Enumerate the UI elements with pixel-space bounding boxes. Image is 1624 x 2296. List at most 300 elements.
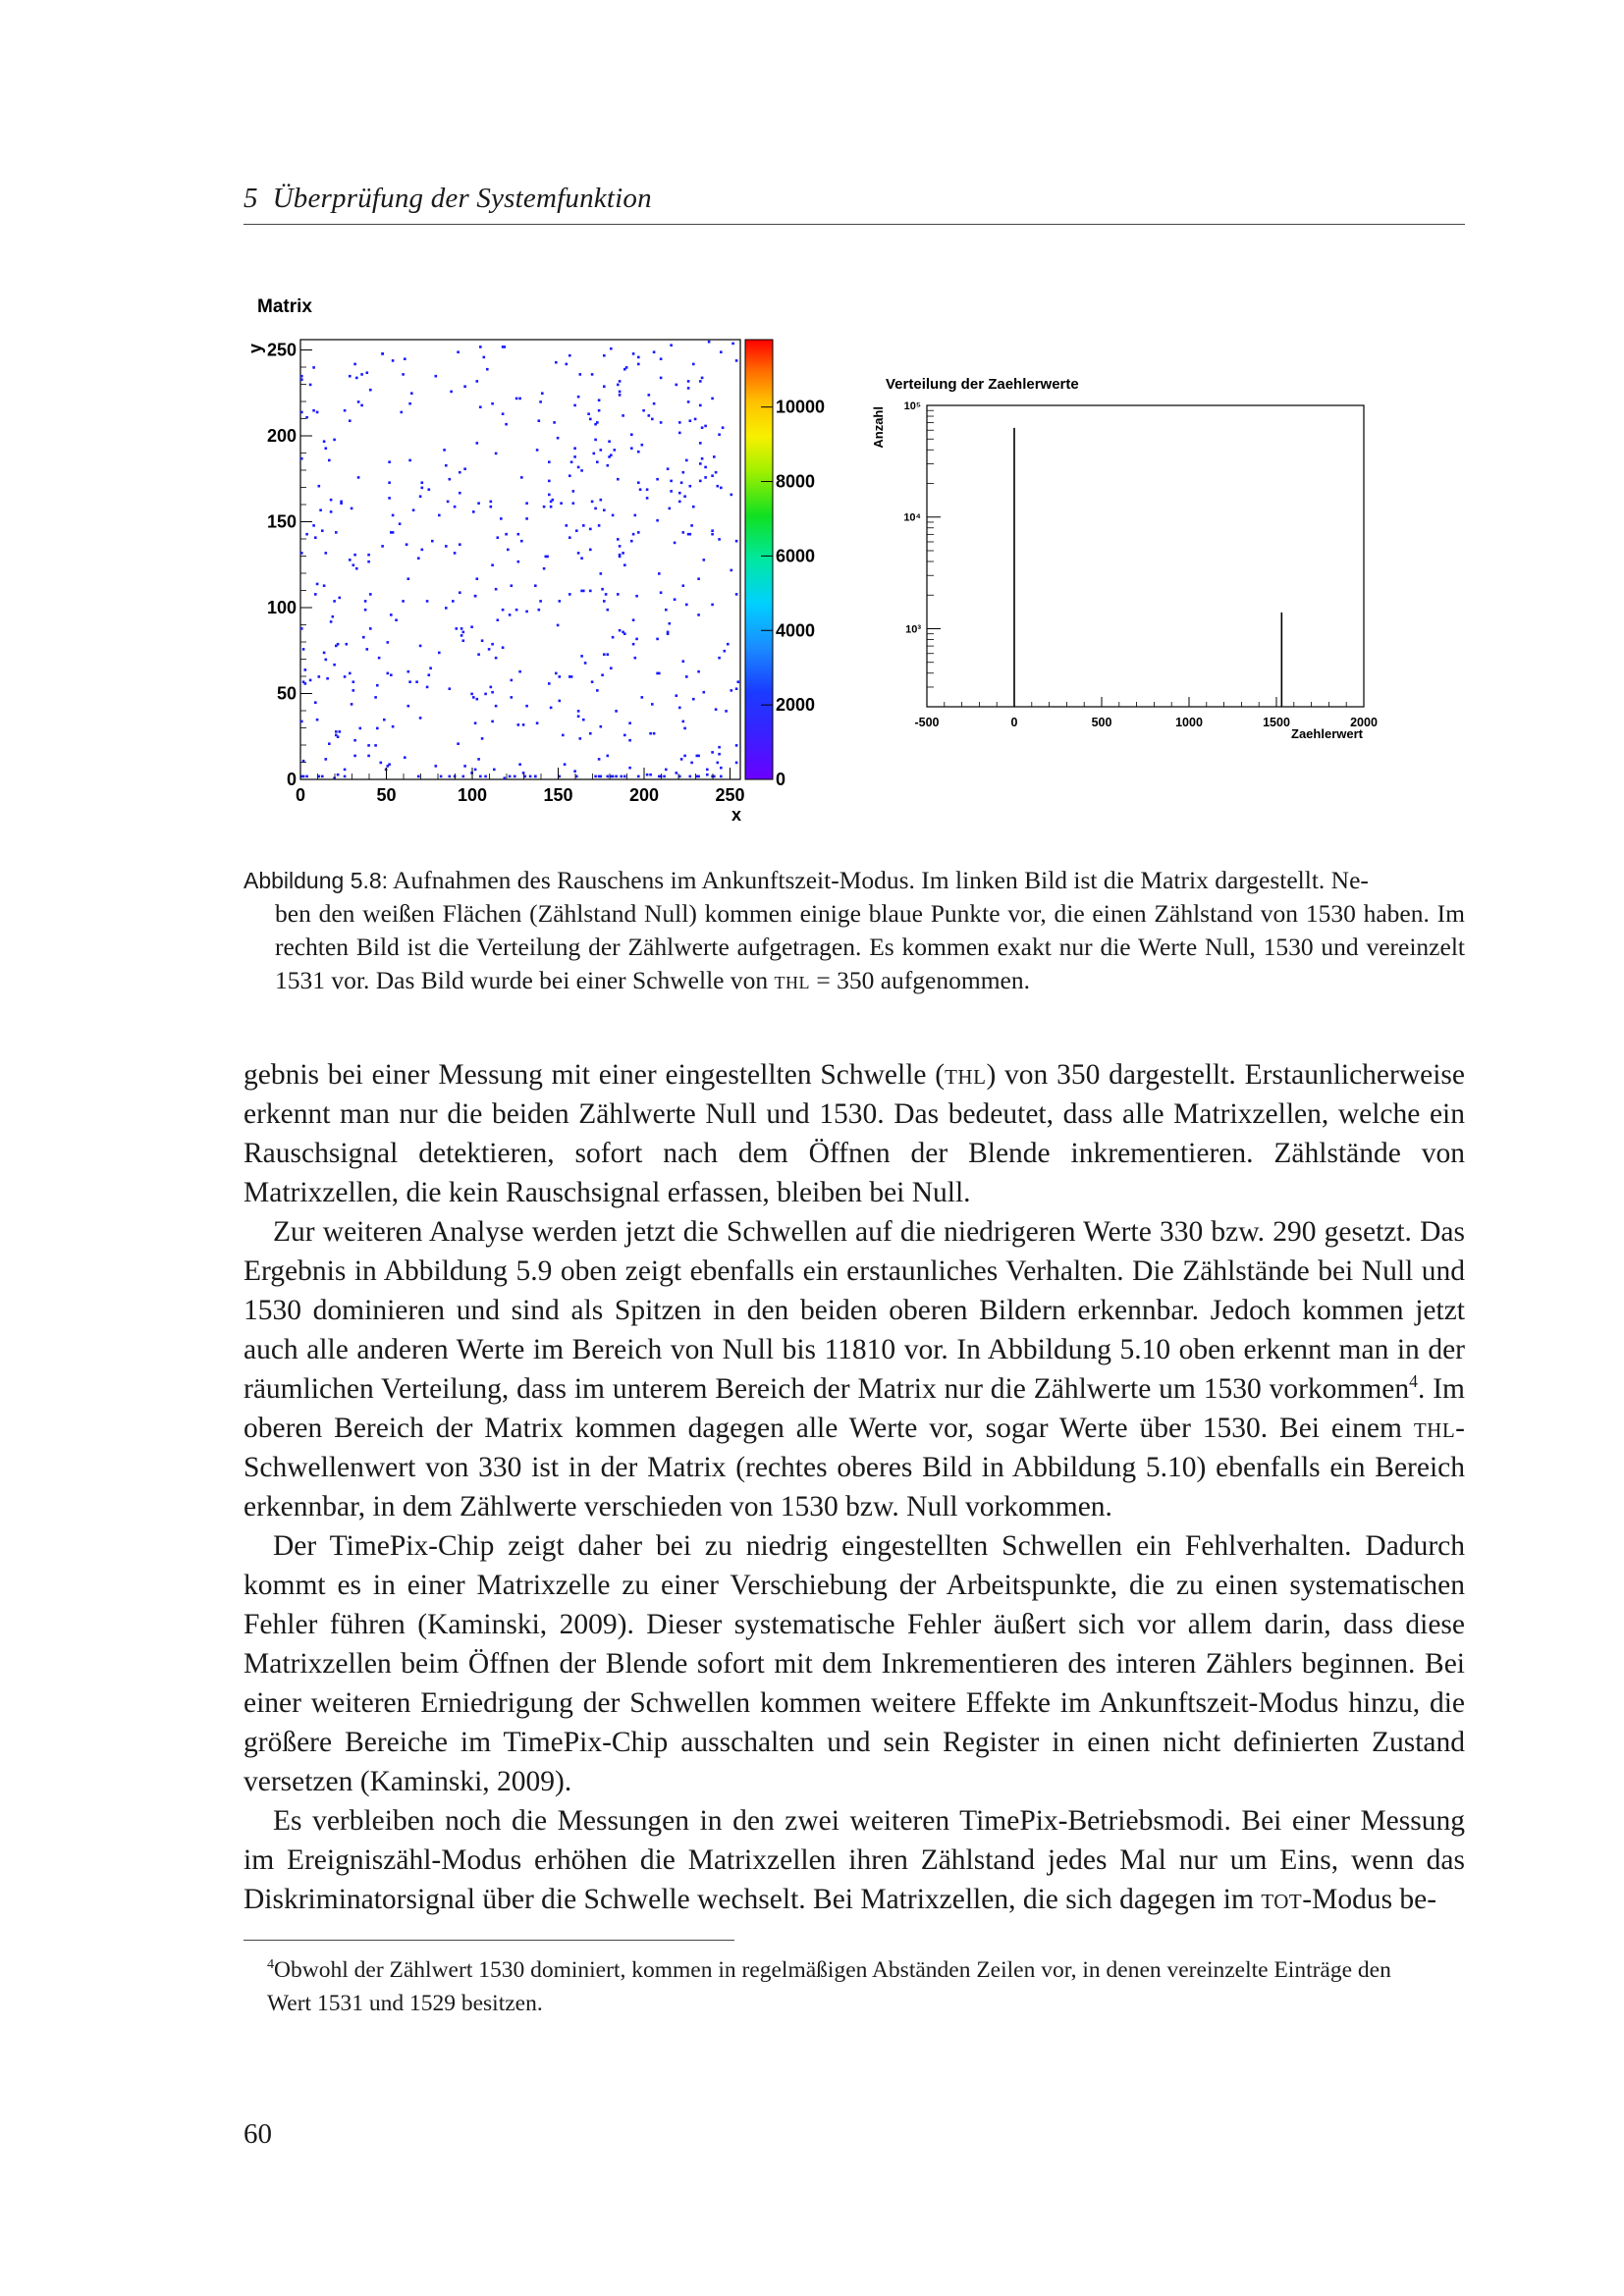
matrix-pixel <box>470 625 473 628</box>
matrix-pixel <box>367 554 370 557</box>
footnote-ref-4[interactable]: 4 <box>1409 1371 1418 1392</box>
matrix-pixel <box>635 638 638 641</box>
matrix-pixel <box>404 756 406 759</box>
hist-y-tick-label: 10³ <box>905 623 921 636</box>
matrix-pixel <box>680 481 683 484</box>
matrix-pixel <box>387 672 390 675</box>
matrix-pixel <box>511 696 514 699</box>
matrix-pixel <box>687 533 690 536</box>
matrix-pixel <box>300 411 303 414</box>
matrix-pixel <box>619 380 622 383</box>
matrix-pixel <box>628 767 631 770</box>
matrix-pixel <box>366 371 369 374</box>
matrix-pixel <box>497 536 500 539</box>
matrix-pixel <box>401 411 404 414</box>
colorbar-tick-label: 10000 <box>776 397 826 417</box>
matrix-pixel <box>658 775 661 778</box>
matrix-pixel <box>731 569 733 572</box>
matrix-pixel <box>534 775 537 778</box>
matrix-pixel <box>658 572 661 575</box>
matrix-pixel <box>500 517 503 520</box>
matrix-pixel <box>572 502 575 505</box>
matrix-frame <box>300 340 740 779</box>
matrix-pixel <box>330 620 333 623</box>
matrix-pixel <box>399 522 402 525</box>
matrix-pixel <box>525 705 528 708</box>
hist-y-tick-label: 10⁴ <box>903 511 921 524</box>
matrix-pixel <box>577 552 580 555</box>
matrix-pixel <box>438 652 441 655</box>
matrix-pixel <box>479 346 482 348</box>
matrix-pixel <box>660 357 663 360</box>
matrix-pixel <box>491 691 494 694</box>
matrix-pixel <box>449 478 452 481</box>
matrix-pixel <box>619 629 622 632</box>
matrix-pixel <box>641 696 644 699</box>
matrix-pixel <box>529 775 532 778</box>
matrix-pixel <box>711 533 714 536</box>
matrix-pixel <box>316 719 319 721</box>
matrix-pixel <box>731 494 733 497</box>
matrix-pixel <box>462 775 465 778</box>
matrix-pixel <box>663 775 666 778</box>
matrix-pixel <box>612 514 615 517</box>
matrix-pixel <box>570 675 573 678</box>
matrix-pixel <box>598 775 601 778</box>
matrix-pixel <box>300 375 303 378</box>
matrix-pixel <box>476 577 479 580</box>
matrix-pixel <box>608 440 611 443</box>
matrix-pixel <box>622 552 624 555</box>
matrix-pixel <box>573 404 576 407</box>
matrix-pixel <box>735 744 738 747</box>
matrix-pixel <box>321 775 324 778</box>
matrix-pixel <box>612 636 615 639</box>
matrix-pixel <box>678 421 681 424</box>
matrix-pixel <box>735 593 738 596</box>
matrix-pixel <box>630 433 633 436</box>
matrix-pixel <box>674 598 677 601</box>
matrix-pixel <box>623 734 626 737</box>
matrix-pixel <box>481 737 484 740</box>
matrix-pixel <box>591 501 594 504</box>
matrix-pixel <box>546 556 549 559</box>
matrix-pixel <box>388 481 391 484</box>
caption-label: Abbildung 5.8: <box>244 868 389 893</box>
matrix-pixel <box>603 385 606 388</box>
matrix-pixel <box>404 357 406 360</box>
matrix-pixel <box>724 650 727 653</box>
matrix-pixel <box>676 384 678 387</box>
matrix-pixel <box>476 698 479 701</box>
matrix-pixel <box>575 529 578 532</box>
matrix-pixel <box>369 389 372 392</box>
matrix-pixel <box>388 497 391 500</box>
matrix-pixel <box>369 593 372 596</box>
matrix-pixel <box>593 453 596 455</box>
matrix-pixel <box>330 510 333 513</box>
matrix-pixel <box>697 614 700 616</box>
matrix-pixel <box>491 721 494 723</box>
matrix-pixel <box>325 758 328 761</box>
matrix-pixel <box>504 776 507 779</box>
matrix-pixel <box>484 775 487 778</box>
matrix-pixel <box>619 391 622 394</box>
matrix-pixel <box>701 457 704 460</box>
matrix-pixel <box>454 552 457 555</box>
footnote-4 <box>244 1953 1465 2020</box>
matrix-pixel <box>713 455 716 458</box>
matrix-pixel <box>559 600 562 603</box>
matrix-pixel <box>653 732 656 735</box>
matrix-pixel <box>573 447 576 450</box>
matrix-pixel <box>703 559 706 561</box>
matrix-pixel <box>687 380 690 383</box>
matrix-pixel <box>392 359 395 362</box>
matrix-pixel <box>351 703 353 706</box>
matrix-xlabel: x <box>731 805 742 825</box>
matrix-pixel <box>634 657 637 660</box>
matrix-pixel <box>483 356 486 359</box>
matrix-pixel <box>703 691 706 694</box>
footnote-rule <box>244 1940 734 1941</box>
matrix-pixel <box>502 609 505 612</box>
matrix-pixel <box>517 533 520 536</box>
hist-x-tick-label: 0 <box>1010 716 1018 729</box>
matrix-pixel <box>360 373 363 376</box>
matrix-pixel <box>704 466 707 469</box>
matrix-pixel <box>408 680 411 683</box>
matrix-pixel <box>447 501 450 504</box>
matrix-pixel <box>435 765 438 768</box>
caption-thl: thl <box>774 966 810 994</box>
matrix-pixel <box>699 380 702 383</box>
matrix-pixel <box>621 775 623 778</box>
matrix-pixel <box>607 464 610 467</box>
matrix-pixel <box>591 373 594 376</box>
histogram-plot <box>871 400 1378 741</box>
matrix-pixel <box>580 557 583 560</box>
matrix-pixel <box>346 643 349 646</box>
hist-frame <box>927 405 1364 707</box>
matrix-pixel <box>511 679 514 682</box>
matrix-pixel <box>632 533 635 536</box>
matrix-pixel <box>682 471 685 474</box>
matrix-pixel <box>300 457 303 460</box>
p4-text-a: Es verbleiben noch die Messungen in den zwei weiteren TimePix-Betriebsmodi. Bei einer Messung im Ereigniszähl-Modus erhöhen die Matrixzellen ihren Zählstand jedes Mal nur um Eins, wenn das Diskriminatorsignal über die Schwelle wechselt. Bei Matrixzellen, die sich dagegen im <box>244 1805 1465 1915</box>
matrix-pixel <box>637 775 640 778</box>
matrix-pixel <box>632 643 635 646</box>
matrix-pixel <box>316 583 319 586</box>
matrix-pixel <box>594 775 597 778</box>
matrix-pixel <box>589 549 592 552</box>
colorbar-tick-label: 0 <box>776 770 786 789</box>
matrix-pixel <box>711 604 714 607</box>
matrix-pixel <box>610 667 613 669</box>
matrix-pixel <box>594 423 597 426</box>
caption-text-1: Aufnahmen des Rauschens im Ankunftszeit-Modus. Im linken Bild ist die Matrix dargestellt. Ne- <box>388 866 1369 894</box>
matrix-pixel <box>600 572 603 575</box>
matrix-pixel <box>431 540 434 543</box>
hist-xlabel: Zaehlerwert <box>1291 726 1363 741</box>
matrix-pixel <box>589 528 592 531</box>
matrix-pixel <box>718 753 721 756</box>
matrix-pixel <box>596 689 599 692</box>
matrix-pixel <box>323 584 326 587</box>
matrix-pixel <box>428 488 431 491</box>
matrix-pixel <box>374 744 377 747</box>
matrix-pixel <box>326 677 329 680</box>
matrix-pixel <box>617 478 620 481</box>
matrix-pixel <box>300 627 303 630</box>
matrix-pixel <box>694 418 697 421</box>
matrix-pixel <box>438 514 441 517</box>
matrix-pixel <box>462 639 465 642</box>
matrix-pixel <box>509 775 512 778</box>
matrix-pixel <box>525 517 528 520</box>
matrix-pixel <box>649 732 652 735</box>
matrix-pixel <box>369 627 372 630</box>
matrix-pixel <box>692 363 695 366</box>
p2-text-c: -Schwellenwert von 330 ist in der Matrix (rechtes oberes Bild in Abbildung 5.10) ebenfalls ein Bereich erkennbar, in dem Zählwerte verschieden von 1530 bzw. Null vorkommen. <box>244 1413 1465 1522</box>
p1-text-b: ) von 350 dargestellt. Erstaunlicherweise erkennt man nur die beiden Zählwerte Null und 1530. Das bedeutet, dass alle Matrixzellen, welche ein Rauschsignal detektieren, sofort nach dem Öffnen der Blende inkrementieren. Zählstände von Matrixzellen, die kein Rauschsignal erfassen, bleiben bei Null. <box>244 1059 1466 1208</box>
matrix-pixel <box>687 400 690 403</box>
matrix-pixel <box>610 347 613 350</box>
matrix-pixel <box>459 543 461 546</box>
matrix-pixel <box>690 524 693 527</box>
matrix-pixel <box>366 648 369 651</box>
matrix-pixel <box>419 717 422 720</box>
matrix-pixel <box>656 519 659 522</box>
p2-text-a: Zur weiteren Analyse werden jetzt die Schwellen auf die niedrigeren Werte 330 bzw. 290 gesetzt. Das Ergebnis in Abbildung 5.9 oben zeigt ebenfalls ein erstaunliches Verhalten. Die Zählstände bei Null und 1530 dominieren und sind als Spitzen in den beiden oberen Bildern erkennbar. Jedoch kommen jetzt auch alle anderen Werte im Bereich von Null bis 11810 vor. In Abbildung 5.10 oben erkennt man in der räumlichen Verteilung, dass im unterem Bereich der Matrix nur die Zählwerte um 1530 vorkommen <box>244 1216 1465 1405</box>
matrix-pixel <box>607 775 610 778</box>
matrix-pixel <box>603 354 606 357</box>
matrix-pixel <box>665 609 668 612</box>
matrix-pixel <box>648 394 651 397</box>
matrix-pixel <box>682 660 685 663</box>
matrix-pixel <box>323 652 326 655</box>
matrix-pixel <box>497 618 500 621</box>
matrix-pixel <box>731 343 734 346</box>
matrix-pixel <box>600 725 603 728</box>
matrix-y-tick-label: 150 <box>266 511 297 532</box>
matrix-pixel <box>300 552 303 555</box>
matrix-pixel <box>337 735 340 738</box>
matrix-pixel <box>417 557 420 560</box>
matrix-pixel <box>344 675 347 678</box>
matrix-pixel <box>388 460 391 463</box>
matrix-pixel <box>325 447 328 450</box>
matrix-pixel <box>330 499 333 502</box>
colorbar-tick-label: 8000 <box>776 471 816 492</box>
matrix-y-tick-label: 100 <box>266 598 297 617</box>
matrix-pixel <box>550 506 553 508</box>
matrix-pixel <box>615 710 618 713</box>
matrix-pixel <box>678 501 681 504</box>
matrix-pixel <box>699 462 702 465</box>
matrix-pixel <box>634 514 637 517</box>
matrix-pixel <box>472 696 475 699</box>
matrix-pixel <box>720 350 723 353</box>
matrix-pixel <box>639 488 642 491</box>
matrix-pixel <box>328 459 331 462</box>
matrix-pixel <box>349 375 352 378</box>
p4-tot: tot <box>1261 1884 1303 1915</box>
matrix-x-tick-label: 150 <box>543 785 573 805</box>
matrix-pixel <box>665 769 668 772</box>
matrix-pixel <box>570 460 573 463</box>
matrix-pixel <box>600 499 603 502</box>
matrix-pixel <box>344 775 347 778</box>
matrix-pixel <box>678 707 681 710</box>
matrix-pixel <box>632 618 635 621</box>
matrix-pixel <box>305 533 308 536</box>
matrix-pixel <box>648 414 651 417</box>
matrix-pixel <box>454 506 457 508</box>
matrix-pixel <box>548 682 551 685</box>
footnote-text-2: Wert 1531 und 1529 besitzen. <box>267 1991 543 2016</box>
matrix-pixel <box>596 460 599 463</box>
matrix-pixel <box>353 363 356 366</box>
matrix-pixel <box>589 590 592 593</box>
matrix-pixel <box>603 653 606 656</box>
matrix-pixel <box>300 378 303 381</box>
matrix-pixel <box>720 487 723 490</box>
matrix-pixel <box>699 404 702 407</box>
matrix-x-tick-label: 0 <box>295 785 306 805</box>
matrix-pixel <box>550 501 553 504</box>
matrix-pixel <box>656 638 659 641</box>
matrix-pixel <box>711 474 714 477</box>
matrix-pixel <box>474 769 477 772</box>
matrix-pixel <box>607 755 610 758</box>
matrix-pixel <box>312 524 315 527</box>
matrix-pixel <box>649 774 652 776</box>
matrix-pixel <box>406 543 408 546</box>
matrix-pixel <box>520 476 523 479</box>
matrix-pixel <box>720 775 723 778</box>
matrix-pixel <box>353 755 356 758</box>
matrix-pixel <box>580 655 583 658</box>
matrix-pixel <box>459 492 461 495</box>
matrix-pixel <box>598 399 601 401</box>
matrix-pixel <box>660 421 663 424</box>
paragraph-1 <box>244 1055 1465 1212</box>
matrix-pixel <box>696 755 699 758</box>
matrix-pixel <box>463 385 466 388</box>
matrix-pixel <box>737 680 740 683</box>
matrix-pixel <box>449 775 452 778</box>
matrix-pixel <box>534 584 537 587</box>
matrix-pixel <box>687 387 690 390</box>
matrix-pixel <box>560 502 563 505</box>
matrix-pixel <box>697 670 700 673</box>
matrix-pixel <box>555 361 558 364</box>
matrix-pixel <box>577 715 580 718</box>
matrix-pixel <box>479 775 482 778</box>
matrix-pixel <box>410 392 413 395</box>
matrix-pixel <box>452 600 455 603</box>
matrix-pixel <box>463 765 466 768</box>
matrix-pixel <box>699 442 702 445</box>
matrix-pixel <box>429 667 432 669</box>
matrix-pixel <box>502 412 505 415</box>
matrix-pixel <box>502 346 505 348</box>
matrix-pixel <box>408 402 411 405</box>
matrix-pixel <box>495 453 498 455</box>
matrix-pixel <box>486 368 489 371</box>
matrix-pixel <box>332 615 335 618</box>
matrix-pixel <box>622 414 624 417</box>
matrix-pixel <box>349 419 352 422</box>
matrix-pixel <box>479 405 482 408</box>
matrix-x-tick-label: 250 <box>715 785 745 805</box>
hist-x-tick-label: 1000 <box>1175 716 1203 729</box>
matrix-pixel <box>717 762 720 765</box>
matrix-pixel <box>390 673 393 676</box>
matrix-ylabel: y <box>245 343 265 354</box>
matrix-pixel <box>718 657 721 660</box>
matrix-pixel <box>491 563 494 566</box>
matrix-pixel <box>676 772 678 774</box>
matrix-pixel <box>415 680 418 683</box>
matrix-y-tick-label: 50 <box>276 683 297 704</box>
matrix-pixel <box>339 597 342 600</box>
matrix-pixel <box>515 609 518 612</box>
matrix-pixel <box>573 770 576 773</box>
matrix-pixel <box>641 444 644 447</box>
matrix-pixel <box>651 418 654 421</box>
matrix-pixel <box>449 687 452 690</box>
matrix-pixel <box>680 758 683 761</box>
matrix-pixel <box>608 455 611 458</box>
matrix-pixel <box>408 459 411 462</box>
matrix-pixel <box>682 531 685 534</box>
matrix-pixel <box>517 561 520 563</box>
matrix-pixel <box>594 507 597 510</box>
chapter-number: 5 <box>244 183 258 214</box>
matrix-pixel <box>355 377 358 380</box>
matrix-pixel <box>603 600 606 603</box>
matrix-pixel <box>367 755 370 758</box>
matrix-pixel <box>562 734 565 737</box>
matrix-pixel <box>718 538 721 541</box>
matrix-pixel <box>450 391 453 394</box>
matrix-pixel <box>318 485 321 488</box>
matrix-pixel <box>635 595 638 598</box>
matrix-pixel <box>502 646 505 649</box>
matrix-pixel <box>457 350 460 353</box>
p1-text-a: gebnis bei einer Messung mit einer eingestellten Schwelle ( <box>244 1059 946 1091</box>
matrix-pixel <box>579 737 582 740</box>
matrix-pixel <box>407 670 410 673</box>
matrix-y-tick-label: 250 <box>266 340 297 360</box>
figure-caption <box>244 864 1465 997</box>
matrix-pixel <box>568 474 571 477</box>
matrix-pixel <box>402 373 405 376</box>
matrix-pixel <box>735 359 738 362</box>
matrix-pixel <box>388 763 391 766</box>
matrix-pixel <box>359 727 362 730</box>
matrix-pixel <box>443 449 446 452</box>
matrix-pixel <box>333 776 336 779</box>
matrix-pixel <box>505 533 508 536</box>
matrix-pixel <box>617 384 620 387</box>
matrix-pixel <box>682 721 685 723</box>
matrix-pixel <box>319 508 322 511</box>
caption-continuation <box>244 897 1465 997</box>
matrix-pixel <box>711 398 714 400</box>
